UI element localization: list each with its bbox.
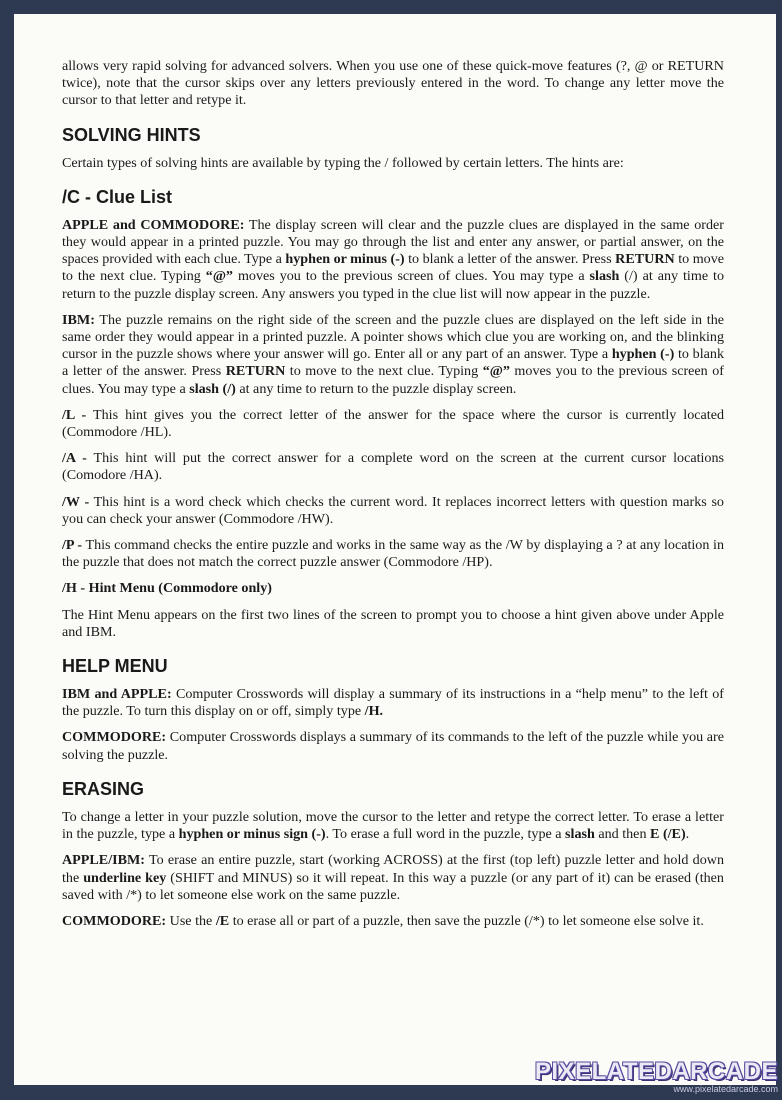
solving-hints-paragraph: Certain types of solving hints are available by typing the / followed by certain letters. The hints are: [62,154,624,171]
watermark-logo: PIXELATEDARCADE [534,1058,778,1085]
erasing-apple-ibm-paragraph: APPLE/IBM: To erase an entire puzzle, start (working ACROSS) at the first (top left) puzzle letter and hold down the underline key (SHIFT and MINUS) so it will repeat. In this way a puzzle (or any part of it) can be erased (then saved with /*) to let someone else work on the same puzzle. [62,852,724,903]
clue-list-heading: /C - Clue List [62,186,173,207]
erasing-heading: ERASING [62,778,145,799]
hint-p-paragraph: /P - This command checks the entire puzzle and works in the same way as the /W by displaying a ? at any location in the puzzle that does not match the correct puzzle answer (Commodore /HP). [62,537,724,571]
help-menu-commodore-paragraph: COMMODORE: Computer Crosswords displays a summary of its commands to the left of the puzzle while you are solving the puzzle. [62,729,724,763]
hint-menu-title: /H - Hint Menu (Commodore only) [62,580,272,597]
watermark [535,1058,778,1094]
clue-list-ibm-paragraph: IBM: The puzzle remains on the right side of the screen and the puzzle clues are displayed on the left side in the same order they would appear in a printed puzzle. A pointer shows which clue you are working on, and the blinking cursor in the puzzle shows where your answer will go. Enter all or any part of an answer. Type a hyphen (-) to blank a letter of the answer. Press RETURN to move to the next clue. Typing “@” moves you to the previous screen of clues. You may type a slash (/) at any time to return to the puzzle display screen. [62,311,724,397]
erasing-general-paragraph: To change a letter in your puzzle solution, move the cursor to the letter and retype the correct letter. To erase a letter in the puzzle, type a hyphen or minus sign (-). To erase a full word in the puzzle, type a slash and then E (/E). [62,808,724,843]
intro-paragraph: allows very rapid solving for advanced solvers. When you use one of these quick-move features (?, @ or RETURN twice), note that the cursor skips over any letters previously entered in the word. To change any letter move the cursor to that letter and retype it. [62,58,724,109]
manual-page [14,14,776,1085]
hint-l-paragraph: /L - This hint gives you the correct letter of the answer for the space where the cursor is currently located (Commodore /HL). [62,406,724,441]
help-menu-heading: HELP MENU [62,656,168,677]
solving-hints-heading: SOLVING HINTS [62,124,201,145]
hint-w-paragraph: /W - This hint is a word check which checks the current word. It replaces incorrect letters with question marks so you can check your answer (Commodore /HW). [62,493,724,527]
clue-list-apple-paragraph: APPLE and COMMODORE: The display screen will clear and the puzzle clues are displayed in the same order they would appear in a printed puzzle. You may go through the list and enter any answer, or partial answer, on the spaces provided with each clue. Type a hyphen or minus (-) to blank a letter of the answer. Press RETURN to move to the next clue. Typing “@” moves you to the previous screen of clues. You may type a slash (/) at any time to return to the puzzle display screen. Any answers you typed in the clue list will now appear in the puzzle. [62,216,725,302]
hint-a-paragraph: /A - This hint will put the correct answer for a complete word on the screen at the current cursor locations (Comodore /HA). [62,450,724,484]
help-menu-ibm-apple-paragraph: IBM and APPLE: Computer Crosswords will display a summary of its instructions in a “help menu” to the left of the puzzle. To turn this display on or off, simply type /H. [62,686,724,720]
watermark-url: www.pixelatedarcade.com [673,1084,778,1094]
hint-menu-paragraph: The Hint Menu appears on the first two lines of the screen to prompt you to choose a hint given above under Apple and IBM. [62,606,724,640]
erasing-commodore-paragraph: COMMODORE: Use the /E to erase all or part of a puzzle, then save the puzzle (/*) to let someone else solve it. [62,912,704,929]
